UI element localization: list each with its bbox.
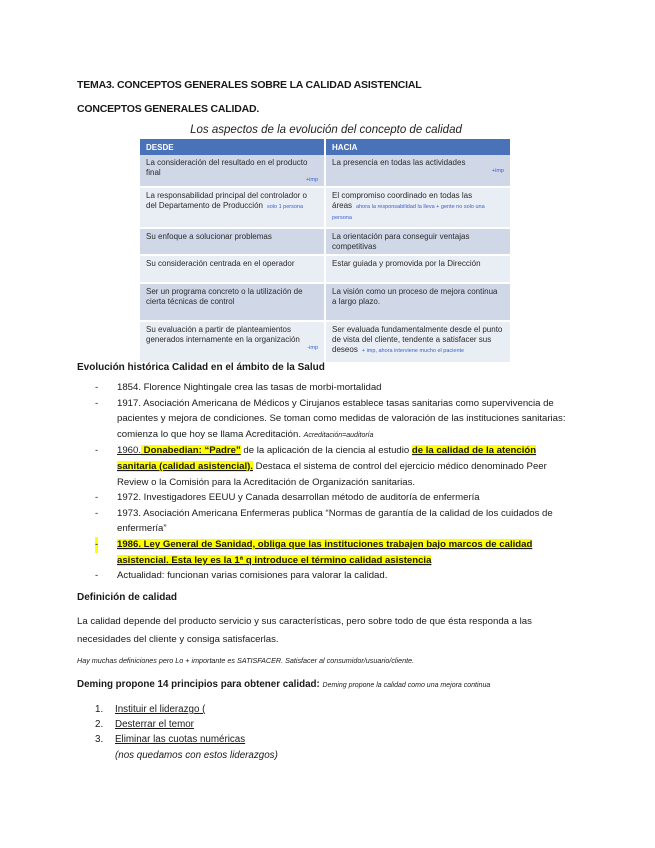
handwritten-note: -imp: [307, 344, 319, 351]
table-cell: Estar guiada y promovida por la Dirección: [325, 255, 511, 283]
evolution-table: [140, 139, 512, 364]
table-row: [140, 255, 511, 283]
section-subtitle: CONCEPTOS GENERALES CALIDAD.: [77, 103, 260, 115]
definicion-heading: Definición de calidad: [77, 592, 178, 603]
table-cell: Su consideración centrada en el operador: [140, 255, 325, 283]
handwritten-note: solo 1 persona: [266, 203, 304, 210]
handwritten-note: +imp: [305, 177, 319, 184]
table-cell: Ser evaluada fundamentalmente desde el punto de vista del cliente, tendente a satisfacer sus deseos + imp, ahora interviene mucho el paciente: [325, 321, 511, 363]
handwritten-note: + imp, ahora interviene mucho el paciente: [361, 347, 465, 354]
bullet-dash: -: [95, 537, 98, 553]
figure-caption: Los aspectos de la evolución del concepto de calidad: [190, 124, 462, 136]
table-cell: El compromiso coordinado en todas las áreas ahora la responsabilidad la lleva + gente no solo una persona: [325, 187, 511, 228]
definicion-note: Hay muchas definiciones pero Lo + importante es SATISFACER. Satisfacer al consumidor/usuario/cliente.: [77, 656, 415, 665]
table-cell: La orientación para conseguir ventajas competitivas: [325, 228, 511, 255]
historia-list: [95, 380, 575, 584]
list-item: 1. Instituir el liderazgo (: [95, 704, 206, 715]
table-header-hacia: HACIA: [325, 139, 511, 155]
bullet-dash: -: [95, 445, 99, 457]
highlighted-text: 1986. Ley General de Sanidad, obliga que las instituciones trabajen bajo marcos de calidad asistencial.: [117, 538, 533, 566]
table-cell: La consideración del resultado en el producto final +imp: [140, 155, 325, 187]
historia-heading: Evolución histórica Calidad en el ámbito de la Salud: [77, 362, 325, 373]
document-title: TEMA3. CONCEPTOS GENERALES SOBRE LA CALIDAD ASISTENCIAL: [77, 79, 422, 91]
deming-principles-list: [95, 702, 278, 763]
list-item: - 1854. Florence Nightingale crea las tasas de morbi-mortalidad: [95, 380, 575, 396]
highlighted-text: Esta ley es la 1ª q introduce el término calidad asistencia: [168, 554, 432, 566]
table-cell: Ser un programa concreto o la utilización de cierta técnicas de control: [140, 283, 325, 321]
deming-note: Deming propone la calidad como una mejora continua: [322, 682, 491, 689]
table-row: [140, 228, 511, 255]
evolution-table-figure: [140, 139, 512, 364]
list-item: - 1960. Donabedian: “Padre” de la aplicación de la ciencia al estudio de la calidad de la atención sanitaria (calidad asistencial). Destaca el sistema de control del ejercicio médico denominado Peer Review o la Comisión para la Acreditación de Organización sanitarias.: [95, 445, 547, 488]
handwritten-note: ahora la responsabilidad la lleva + gente no solo una persona: [332, 203, 485, 222]
table-row: [140, 155, 511, 187]
highlighted-text: de la calidad de la atención sanitaria (calidad asistencial).: [117, 445, 537, 472]
deming-line: Deming propone 14 principios para obtener calidad: Deming propone la calidad como una mejora continua: [77, 679, 491, 690]
table-cell: La presencia en todas las actividades +imp: [325, 155, 511, 187]
table-cell: La visión como un proceso de mejora continua a largo plazo.: [325, 283, 511, 321]
list-aside: (nos quedamos con estos liderazgos): [115, 749, 278, 761]
list-item: [95, 537, 575, 568]
highlighted-text: Donabedian: “Padre”: [141, 445, 241, 457]
list-item: - 1973. Asociación Americana Enfermeras publica “Normas de garantía de la calidad de los cuidados de enfermería”: [95, 507, 553, 535]
table-cell: Su enfoque a solucionar problemas: [140, 228, 325, 255]
table-row: [140, 283, 511, 321]
handwritten-note: +imp: [491, 167, 504, 174]
list-item: - 1917. Asociación Americana de Médicos y Cirujanos establece tasas sanitarias como supervivencia de pacientes y mejora de condiciones. Se toman como medidas de valoración de las instituciones sanitarias: comienza lo que hoy se llama Acreditación. Acreditación=auditoría: [95, 397, 566, 440]
table-row: [140, 321, 511, 363]
table-row: [140, 187, 511, 228]
bullet-dash: -: [95, 382, 99, 393]
bullet-dash: -: [95, 570, 99, 582]
list-item: 3. Eliminar las cuotas numéricas: [95, 734, 246, 746]
bullet-dash: -: [95, 492, 99, 504]
table-cell: Su evaluación a partir de planteamientos generados internamente en la organización -imp: [140, 321, 325, 363]
definicion-paragraph: La calidad depende del producto servicio y sus características, pero sobre todo de que ésta responda a las necesidades del cliente y consiga satisfacerlas.: [77, 616, 532, 645]
table-header-desde: DESDE: [140, 139, 325, 155]
inline-note: Acreditación=auditoría: [303, 431, 374, 439]
list-item: 2. Desterrar el temor: [95, 719, 194, 731]
bullet-dash: -: [95, 397, 99, 409]
list-item: - Actualidad: funcionan varias comisiones para valorar la calidad.: [95, 568, 575, 584]
bullet-dash: -: [95, 507, 99, 519]
list-item: - 1972. Investigadores EEUU y Canada desarrollan método de auditoría de enfermería: [95, 490, 575, 506]
table-cell: La responsabilidad principal del controlador o del Departamento de Producción solo 1 persona: [140, 187, 325, 228]
